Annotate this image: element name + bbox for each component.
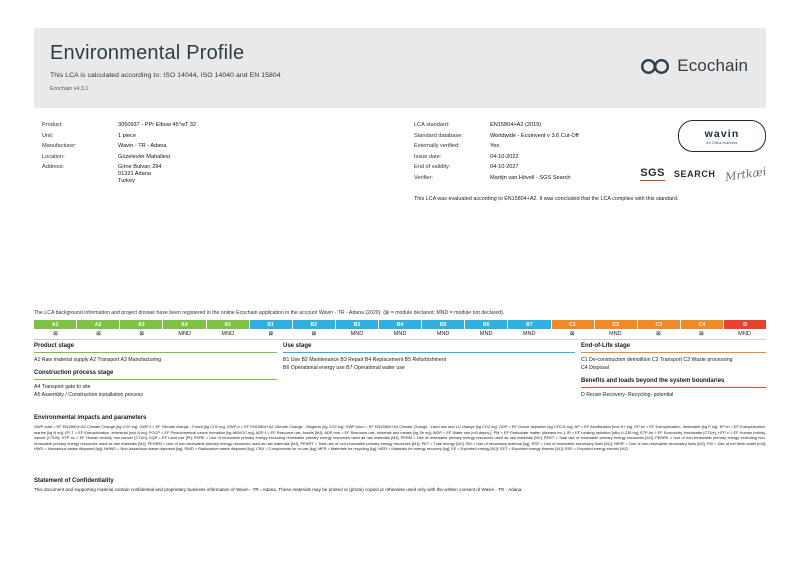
meta-value: 04-10-2027 xyxy=(490,164,519,171)
construction-stage-items xyxy=(34,383,277,399)
module-code-cell: B4 xyxy=(379,320,422,329)
end-of-life-stage-column xyxy=(581,343,766,399)
stage-item: A4 Transport gate to site xyxy=(34,384,91,391)
module-table xyxy=(34,320,766,340)
module-code-cell: B3 xyxy=(336,320,379,329)
benefits-stage-title: Benefits and loads beyond the system boundaries xyxy=(581,378,766,388)
wavin-logo-tagline: An Orbia business xyxy=(706,140,738,145)
module-code-cell: A4 xyxy=(163,320,206,329)
module-value-cell: MND xyxy=(594,329,637,340)
module-value-cell: MND xyxy=(723,329,766,340)
header-subtitle: This LCA is calculated according to: ISO 14044, ISO 14040 and EN 15804 xyxy=(50,72,281,79)
meta-key: Unit: xyxy=(42,132,54,139)
meta-value: Worldwide - Ecoinvent v 3.6 Cut-Off xyxy=(490,132,579,139)
module-value-cell: ⊠ xyxy=(249,329,292,340)
meta-key: Standard database: xyxy=(414,132,463,139)
module-value-cell: MND xyxy=(335,329,378,340)
meta-row xyxy=(414,122,694,129)
sgs-logo: SGS xyxy=(640,167,665,179)
eol-stage-items xyxy=(581,356,766,372)
meta-key: Issue date: xyxy=(414,153,442,160)
meta-value: Girne Bulvarı 294 01321 Adana Turkey xyxy=(118,164,162,185)
certification-logos xyxy=(640,164,767,184)
module-value-cell: ⊠ xyxy=(120,329,163,340)
meta-key: LCA standard: xyxy=(414,122,450,128)
stage-item: C4 Disposal xyxy=(581,365,609,372)
meta-value: Yes xyxy=(490,143,500,150)
module-code-cell: C3 xyxy=(638,320,681,329)
module-code-cell: A1 xyxy=(34,320,77,329)
module-code-cell: B6 xyxy=(465,320,508,329)
module-value-cell: MND xyxy=(465,329,508,340)
meta-key: Verifier: xyxy=(414,174,433,181)
metadata-left-column xyxy=(42,122,342,189)
stage-item: D Reuse-Recovery- Recycling- potential xyxy=(581,392,674,399)
module-value-cell: MND xyxy=(163,329,206,340)
meta-row xyxy=(42,133,342,140)
infinity-logo-icon xyxy=(640,58,670,75)
meta-key: Address: xyxy=(42,164,65,171)
module-value-cell: ⊠ xyxy=(77,329,120,340)
lifecycle-stages xyxy=(34,343,766,413)
meta-value: EN15804+A2 (2019) xyxy=(490,122,542,128)
confidentiality-section xyxy=(34,478,766,493)
meta-value: 1 piece xyxy=(118,132,137,139)
stage-item: B1 Use B2 Maintenance B3 Repair B4 Replacement B5 Refurbishment xyxy=(283,357,447,363)
meta-value: 04-10-2022 xyxy=(490,153,519,160)
module-value-cell: MND xyxy=(379,329,422,340)
module-code-cell: C1 xyxy=(552,320,595,329)
ecochain-brand xyxy=(640,56,748,76)
registration-note: The LCA background information and project dossier have been registered in the online Ecochain application in the account Wavin - TR - Adana (2020). (⊠ = module declared; MND = module not declared). xyxy=(34,310,505,316)
use-stage-title: Use stage xyxy=(283,343,575,353)
module-code-cell: A5 xyxy=(207,320,250,329)
stage-item: A5 Assembly / Construction installation process xyxy=(34,392,143,399)
meta-key: End of validity: xyxy=(414,164,451,171)
benefits-stage-items xyxy=(581,391,766,399)
stage-item: B6 Operational energy use B7 Operational water use xyxy=(283,365,405,372)
module-code-row xyxy=(34,320,766,329)
use-stage-items xyxy=(283,356,575,372)
wavin-logo-name: wavin xyxy=(704,127,740,140)
meta-value: 3050937 - PPr Elbow 45°wT 32 xyxy=(118,122,197,128)
module-value-cell: MND xyxy=(508,329,551,340)
header-version: Ecochain v4.3.1 xyxy=(50,86,89,92)
meta-key: Externally verified: xyxy=(414,143,460,150)
meta-row xyxy=(414,143,694,150)
search-logo: SEARCH xyxy=(673,169,716,179)
impacts-title: Environmental impacts and parameters xyxy=(34,415,147,421)
construction-stage-title: Construction process stage xyxy=(34,370,277,380)
module-code-cell: B7 xyxy=(508,320,551,329)
meta-row xyxy=(414,154,694,161)
meta-row xyxy=(42,122,342,129)
module-code-cell: C2 xyxy=(595,320,638,329)
document-header xyxy=(34,28,766,108)
meta-row xyxy=(414,133,694,140)
meta-row xyxy=(42,164,342,185)
module-value-cell: MND xyxy=(206,329,249,340)
product-stage-title: Product stage xyxy=(34,343,277,353)
eol-stage-title: End-of-Life stage xyxy=(581,343,766,353)
product-stage-column xyxy=(34,343,277,399)
module-value-cell: ⊠ xyxy=(637,329,680,340)
meta-key: Product: xyxy=(42,122,63,128)
wavin-logo xyxy=(678,120,766,152)
meta-value: Wavin - TR - Adana xyxy=(118,143,167,150)
module-value-cell: ⊠ xyxy=(34,329,77,340)
module-code-cell: B1 xyxy=(250,320,293,329)
meta-row xyxy=(42,143,342,150)
stage-item: A1 Raw material supply A2 Transport A3 Manufacturing xyxy=(34,357,162,363)
module-code-cell: C4 xyxy=(681,320,724,329)
stage-item: C1 De-construction demolition C2 Transport C3 Waste processing xyxy=(581,357,733,363)
meta-row xyxy=(42,154,342,161)
module-code-cell: D xyxy=(724,320,766,329)
verifier-signature: Mrtkæi xyxy=(723,164,767,184)
environmental-impacts-section xyxy=(34,415,766,452)
module-code-cell: A2 xyxy=(77,320,120,329)
module-code-cell: B5 xyxy=(422,320,465,329)
module-code-cell: B2 xyxy=(293,320,336,329)
module-value-cell: ⊠ xyxy=(551,329,594,340)
confidentiality-title: Statement of Confidentiality xyxy=(34,478,114,484)
meta-key: Location: xyxy=(42,153,65,160)
brand-name: Ecochain xyxy=(677,56,748,75)
meta-key: Manufacturer: xyxy=(42,143,77,150)
page-title: Environmental Profile xyxy=(50,42,245,64)
meta-value: Martijn van Hövell - SGS Search xyxy=(490,174,571,181)
module-value-cell: MND xyxy=(422,329,465,340)
module-code-cell: A3 xyxy=(120,320,163,329)
module-value-cell: ⊠ xyxy=(680,329,723,340)
verification-note: This LCA was evaluated according to EN15804+A2. It was concluded that the LCA complies with this standard. xyxy=(414,196,679,202)
product-stage-items xyxy=(34,356,277,364)
module-value-row xyxy=(34,329,766,340)
confidentiality-body: This document and supporting material contain confidential and proprietary business information of Wavin - TR - Adana. These materials may be printed or (photo) copied or otherwise used only with the written consent of Wavin - TR - Adana. xyxy=(34,487,523,492)
use-stage-column xyxy=(283,343,575,372)
module-value-cell: ⊠ xyxy=(292,329,335,340)
impacts-abbreviations: GWP-total = EF EN15804+A2 Climate Change [kg CO2 eq]; GWP-f = EF Climate change - Fossil [kg CO2 eq]; GWP-b = EF EN15804+A2 Climate Change - Biogenic [kg CO2 eq]; GWP-luluc = EF EN15804+A2 Climate Change - Land use and LU change [kg CO2 eq]; ODP = EF Ozone depletion [kg CFC11 eq]; AP = EF Acidification [mol H+ eq]; EP-fw = EF Eutrophication, freshwater [kg P eq]; EP-m = EF Eutrophication, marine [kg N eq]; EP-T = EF Eutrophication, terrestrial [mol N eq]; POCP = EF Photochemical ozone formation [kg NMVOC eq]; ADP-f = EF Resource use, fossils [MJ]; ADP-mm = EF Resource use, minerals and metals [kg Sb eq]; WDP = EF Water use [m3 depriv.]; PM = EF Particulate matter [disease inc.]; IR = EF Ionising radiation [kBq U-235 eq]; ETP-fw = EF Ecotoxicity, freshwater [CTUe]; HTP-c = EF Human toxicity, cancer [CTUh]; HTP-nc = EF Human toxicity, non-cancer [CTUh]; SQP = EF Land use [Pt]; PERE = Use of renewable primary energy excluding renewable primary energy resources used as raw materials [MJ]; PERM = Use of renewable primary energy resources used as raw materials [MJ]; PERT = Total use of renewable primary energy resources [MJ]; PENRE = Use of non-renewable primary energy excluding non-renewable primary energy resources used as raw materials [MJ]; PENRM = Use of non-renewable primary energy resources used as raw materials [MJ]; PENRT = Total use of non-renewable primary energy resources [MJ]; PET = Total energy [MJ]; SM = Use of secondary material [kg]; RSF = Use of renewable secondary fuels [MJ]; NRSF = Use of non-renewable secondary fuels [MJ]; FW = Use of net fresh water [m3]; HWD = Hazardous waste disposed [kg]; NHWD = Non-hazardous waste disposed [kg]; RWD = Radioactive waste disposed [kg]; CRU = Components for re-use [kg]; MFR = Materials for recycling [kg]; MER = Materials for energy recovery [kg]; EE = Exported energy [MJ]; EET = Exported energy thermic [MJ]; EEE = Exported energy electric [MJ]. xyxy=(34,424,766,452)
meta-value: Güzelevler Mahallesi xyxy=(118,153,170,160)
